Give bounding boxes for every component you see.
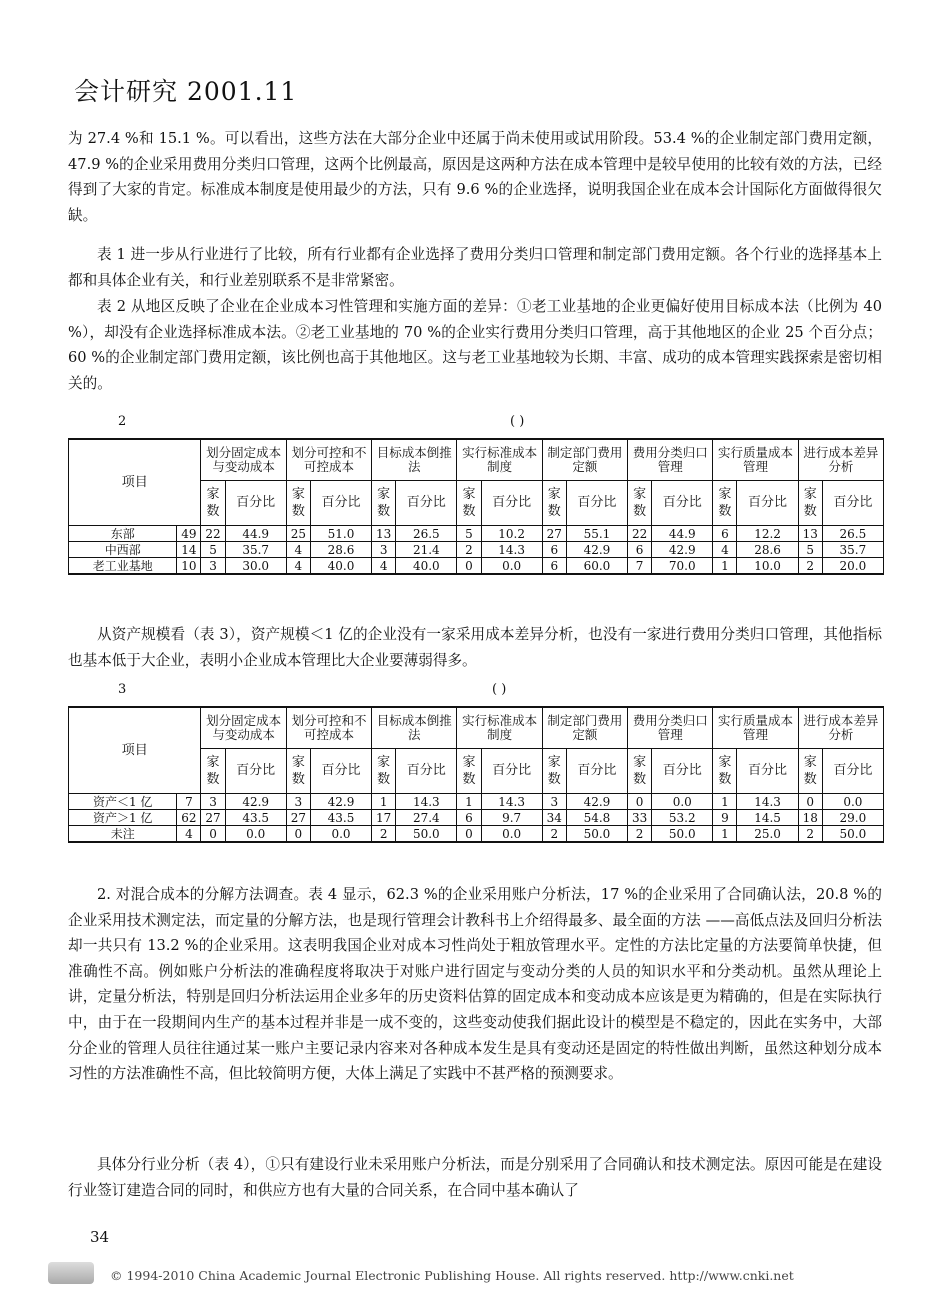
sub-header-count: 家数 <box>628 749 652 794</box>
table-row <box>69 826 884 843</box>
table-cell: 22 <box>201 526 225 542</box>
table-cell: 4 <box>713 542 737 558</box>
table-row <box>69 794 884 810</box>
paragraph-3: 表 2 从地区反映了企业在企业成本习性管理和实施方面的差异：①老工业基地的企业更偏好使用目标成本法（比例为 40 %），却没有企业选择标准成本法。②老工业基地的 70 %的企业实行费用分类归口管理，高于其他地区的企业 25 个百分点；60 %的企业制定部门费用定额，该比例也高于其他地区。这与老工业基地较为长期、丰富、成功的成本管理实践探索是密切相关的。 <box>68 298 882 392</box>
table3-number: 3 <box>118 682 127 697</box>
sub-header-pct: 百分比 <box>566 749 627 794</box>
table-cell: 5 <box>798 542 822 558</box>
table-cell: 7 <box>628 558 652 575</box>
row-total: 14 <box>177 542 201 558</box>
table-cell: 42.9 <box>225 794 286 810</box>
table-cell: 55.1 <box>566 526 627 542</box>
sub-header-count: 家数 <box>542 749 566 794</box>
table-cell: 9.7 <box>481 810 542 826</box>
table-cell: 40.0 <box>310 558 371 575</box>
table-cell: 2 <box>628 826 652 843</box>
row-label: 资产＜1 亿 <box>69 794 177 810</box>
sub-header-pct: 百分比 <box>652 749 713 794</box>
table-cell: 0.0 <box>481 558 542 575</box>
table-cell: 0 <box>201 826 225 843</box>
group-header: 划分可控和不可控成本 <box>286 439 371 481</box>
table-cell: 1 <box>713 794 737 810</box>
table-cell: 14.3 <box>481 542 542 558</box>
table-cell: 50.0 <box>652 826 713 843</box>
sub-header-count: 家数 <box>286 749 310 794</box>
row-label: 中西部 <box>69 542 177 558</box>
table-cell: 10.2 <box>481 526 542 542</box>
row-total: 4 <box>177 826 201 843</box>
group-header: 划分可控和不可控成本 <box>286 707 371 749</box>
paragraph-5: 2. 对混合成本的分解方法调查。表 4 显示，62.3 %的企业采用账户分析法，17 %的企业采用了合同确认法，20.8 %的企业采用技术测定法，而定量的分解方法，也是现行管理会计教科书上介绍得最多、最全面的方法 ——高低点法及回归分析法却一共只有 13.2 %的企业采用。这表明我国企业对成本习性尚处于粗放管理水平。定性的方法比定量的方法要简单快捷，但准确性不高。例如账户分析法的准确程度将取决于对账户进行固定与变动分类的人员的知识水平和分类动机。虽然从理论上讲，定量分析法，特别是回归分析法运用企业多年的历史资料估算的固定成本和变动成本应该是更为精确的，但是在实际执行中，由于在一段期间内生产的基本过程并非是一成不变的，这些变动使我们据此设计的模型是不稳定的，因此在实务中，大部分企业的管理人员往往通过某一账户主要记录内容来对各种成本发生是具有变动还是固定的特性做出判断，虽然这种划分成本习性的方法准确性不高，但比较简明方便，大体上满足了实践中不甚严格的预测要求。 <box>68 886 882 1083</box>
table-cell: 43.5 <box>225 810 286 826</box>
paragraph-2: 表 1 进一步从行业进行了比较，所有行业都有企业选择了费用分类归口管理和制定部门费用定额。各个行业的选择基本上都和具体企业有关，和行业差别联系不是非常紧密。 <box>68 246 882 289</box>
table-cell: 35.7 <box>822 542 883 558</box>
table-cell: 0.0 <box>822 794 883 810</box>
group-header: 实行质量成本管理 <box>713 707 798 749</box>
group-header: 实行质量成本管理 <box>713 439 798 481</box>
table-cell: 0 <box>457 558 481 575</box>
table-cell: 14.3 <box>737 794 798 810</box>
table-cell: 13 <box>798 526 822 542</box>
table-cell: 42.9 <box>310 794 371 810</box>
table-cell: 6 <box>713 526 737 542</box>
table-cell: 42.9 <box>652 542 713 558</box>
table-cell: 27.4 <box>396 810 457 826</box>
table-cell: 6 <box>542 542 566 558</box>
sub-header-pct: 百分比 <box>652 481 713 526</box>
sub-header-pct: 百分比 <box>396 481 457 526</box>
page-number: 34 <box>90 1228 110 1246</box>
table-cell: 1 <box>713 826 737 843</box>
table-cell: 54.8 <box>566 810 627 826</box>
sub-header-count: 家数 <box>542 481 566 526</box>
table-cell: 25 <box>286 526 310 542</box>
row-label: 未注 <box>69 826 177 843</box>
table-cell: 12.2 <box>737 526 798 542</box>
table-cell: 2 <box>457 542 481 558</box>
table-cell: 50.0 <box>566 826 627 843</box>
group-header: 费用分类归口管理 <box>628 439 713 481</box>
table-cell: 0.0 <box>310 826 371 843</box>
journal-header: 会计研究 2001.11 <box>74 77 298 106</box>
item-header: 项目 <box>69 707 201 794</box>
sub-header-pct: 百分比 <box>225 481 286 526</box>
table-cell: 0.0 <box>652 794 713 810</box>
group-header: 实行标准成本制度 <box>457 707 542 749</box>
table-cell: 27 <box>286 810 310 826</box>
table-cell: 21.4 <box>396 542 457 558</box>
table-cell: 5 <box>201 542 225 558</box>
table-row <box>69 810 884 826</box>
table-cell: 3 <box>372 542 396 558</box>
row-label: 资产＞1 亿 <box>69 810 177 826</box>
group-header: 进行成本差异分析 <box>798 707 883 749</box>
table-cell: 14.3 <box>481 794 542 810</box>
paragraph-6: 具体分行业分析（表 4），①只有建设行业未采用账户分析法，而是分别采用了合同确认和技术测定法。原因可能是在建设行业签订建造合同的同时，和供应方也有大量的合同关系，在合同中基本确认了 <box>68 1156 882 1199</box>
paragraph-4: 从资产规模看（表 3），资产规模＜1 亿的企业没有一家采用成本差异分析，也没有一家进行费用分类归口管理，其他指标也基本低于大企业，表明小企业成本管理比大企业要薄弱得多。 <box>68 626 882 669</box>
table-cell: 14.3 <box>396 794 457 810</box>
table-cell: 44.9 <box>225 526 286 542</box>
table-cell: 27 <box>542 526 566 542</box>
table-cell: 17 <box>372 810 396 826</box>
table-cell: 29.0 <box>822 810 883 826</box>
group-header: 实行标准成本制度 <box>457 439 542 481</box>
sub-header-count: 家数 <box>628 481 652 526</box>
table-cell: 1 <box>457 794 481 810</box>
paragraph-1: 为 27.4 %和 15.1 %。可以看出，这些方法在大部分企业中还属于尚未使用或试用阶段。53.4 %的企业制定部门费用定额，47.9 %的企业采用费用分类归口管理，这两个比例最高，原因是这两种方法在成本管理中是较早使用的比较有效的方法，已经得到了大家的肯定。标准成本制度是使用最少的方法，只有 9.6 %的企业选择，说明我国企业在成本会计国际化方面做得很欠缺。 <box>68 130 882 224</box>
table-cell: 10.0 <box>737 558 798 575</box>
item-header: 项目 <box>69 439 201 526</box>
group-header: 制定部门费用定额 <box>542 439 627 481</box>
table-cell: 28.6 <box>737 542 798 558</box>
table-cell: 28.6 <box>310 542 371 558</box>
table-cell: 40.0 <box>396 558 457 575</box>
sub-header-pct: 百分比 <box>225 749 286 794</box>
row-total: 10 <box>177 558 201 575</box>
table-cell: 4 <box>286 542 310 558</box>
group-header: 划分固定成本与变动成本 <box>201 439 286 481</box>
table-cell: 42.9 <box>566 542 627 558</box>
table-cell: 2 <box>542 826 566 843</box>
table2-caption-paren: ( ) <box>510 414 525 429</box>
group-header: 制定部门费用定额 <box>542 707 627 749</box>
table-cell: 35.7 <box>225 542 286 558</box>
table2-number: 2 <box>118 414 127 429</box>
table-cell: 9 <box>713 810 737 826</box>
sub-header-pct: 百分比 <box>822 481 883 526</box>
table-cell: 2 <box>372 826 396 843</box>
table-cell: 50.0 <box>822 826 883 843</box>
group-header: 费用分类归口管理 <box>628 707 713 749</box>
group-header: 划分固定成本与变动成本 <box>201 707 286 749</box>
row-label: 老工业基地 <box>69 558 177 575</box>
table-row <box>69 542 884 558</box>
cnki-logo <box>48 1262 94 1284</box>
sub-header-count: 家数 <box>372 481 396 526</box>
group-header: 目标成本倒推法 <box>372 707 457 749</box>
table-cell: 33 <box>628 810 652 826</box>
table-cell: 2 <box>798 826 822 843</box>
sub-header-count: 家数 <box>457 481 481 526</box>
table-cell: 25.0 <box>737 826 798 843</box>
table-cell: 3 <box>201 794 225 810</box>
table-cell: 3 <box>201 558 225 575</box>
table-cell: 1 <box>713 558 737 575</box>
sub-header-pct: 百分比 <box>737 481 798 526</box>
table-cell: 53.2 <box>652 810 713 826</box>
table-cell: 0 <box>457 826 481 843</box>
sub-header-pct: 百分比 <box>737 749 798 794</box>
table-cell: 13 <box>372 526 396 542</box>
table-cell: 4 <box>286 558 310 575</box>
table-cell: 3 <box>286 794 310 810</box>
row-total: 7 <box>177 794 201 810</box>
table-cell: 26.5 <box>396 526 457 542</box>
table-cell: 34 <box>542 810 566 826</box>
table-cell: 60.0 <box>566 558 627 575</box>
table-cell: 43.5 <box>310 810 371 826</box>
table-cell: 0 <box>798 794 822 810</box>
row-label: 东部 <box>69 526 177 542</box>
table-cell: 70.0 <box>652 558 713 575</box>
table-cell: 42.9 <box>566 794 627 810</box>
table-cell: 22 <box>628 526 652 542</box>
sub-header-count: 家数 <box>713 481 737 526</box>
table-cell: 18 <box>798 810 822 826</box>
table-cell: 0 <box>628 794 652 810</box>
table-cell: 50.0 <box>396 826 457 843</box>
sub-header-count: 家数 <box>457 749 481 794</box>
sub-header-count: 家数 <box>286 481 310 526</box>
table-row <box>69 526 884 542</box>
group-header: 进行成本差异分析 <box>798 439 883 481</box>
table-cell: 14.5 <box>737 810 798 826</box>
table-cell: 51.0 <box>310 526 371 542</box>
table-3 <box>68 706 884 843</box>
sub-header-pct: 百分比 <box>310 481 371 526</box>
sub-header-count: 家数 <box>798 481 822 526</box>
sub-header-count: 家数 <box>372 749 396 794</box>
group-header: 目标成本倒推法 <box>372 439 457 481</box>
table3-caption-paren: ( ) <box>492 682 507 697</box>
table-cell: 0.0 <box>225 826 286 843</box>
sub-header-pct: 百分比 <box>822 749 883 794</box>
table-cell: 4 <box>372 558 396 575</box>
sub-header-pct: 百分比 <box>566 481 627 526</box>
table-cell: 20.0 <box>822 558 883 575</box>
table-cell: 6 <box>457 810 481 826</box>
table-cell: 0.0 <box>481 826 542 843</box>
sub-header-count: 家数 <box>201 749 225 794</box>
sub-header-pct: 百分比 <box>481 749 542 794</box>
table-cell: 6 <box>542 558 566 575</box>
table-cell: 6 <box>628 542 652 558</box>
table-cell: 30.0 <box>225 558 286 575</box>
table-cell: 26.5 <box>822 526 883 542</box>
table-cell: 3 <box>542 794 566 810</box>
sub-header-pct: 百分比 <box>396 749 457 794</box>
table-cell: 5 <box>457 526 481 542</box>
row-total: 62 <box>177 810 201 826</box>
table-row <box>69 558 884 575</box>
sub-header-count: 家数 <box>713 749 737 794</box>
table-cell: 2 <box>798 558 822 575</box>
table-cell: 27 <box>201 810 225 826</box>
sub-header-pct: 百分比 <box>310 749 371 794</box>
table-cell: 0 <box>286 826 310 843</box>
sub-header-count: 家数 <box>798 749 822 794</box>
table-2 <box>68 438 884 575</box>
sub-header-count: 家数 <box>201 481 225 526</box>
table-cell: 44.9 <box>652 526 713 542</box>
sub-header-pct: 百分比 <box>481 481 542 526</box>
row-total: 49 <box>177 526 201 542</box>
copyright-footer: © 1994-2010 China Academic Journal Electronic Publishing House. All rights reserved. http://www.cnki.net <box>110 1268 794 1283</box>
table-cell: 1 <box>372 794 396 810</box>
